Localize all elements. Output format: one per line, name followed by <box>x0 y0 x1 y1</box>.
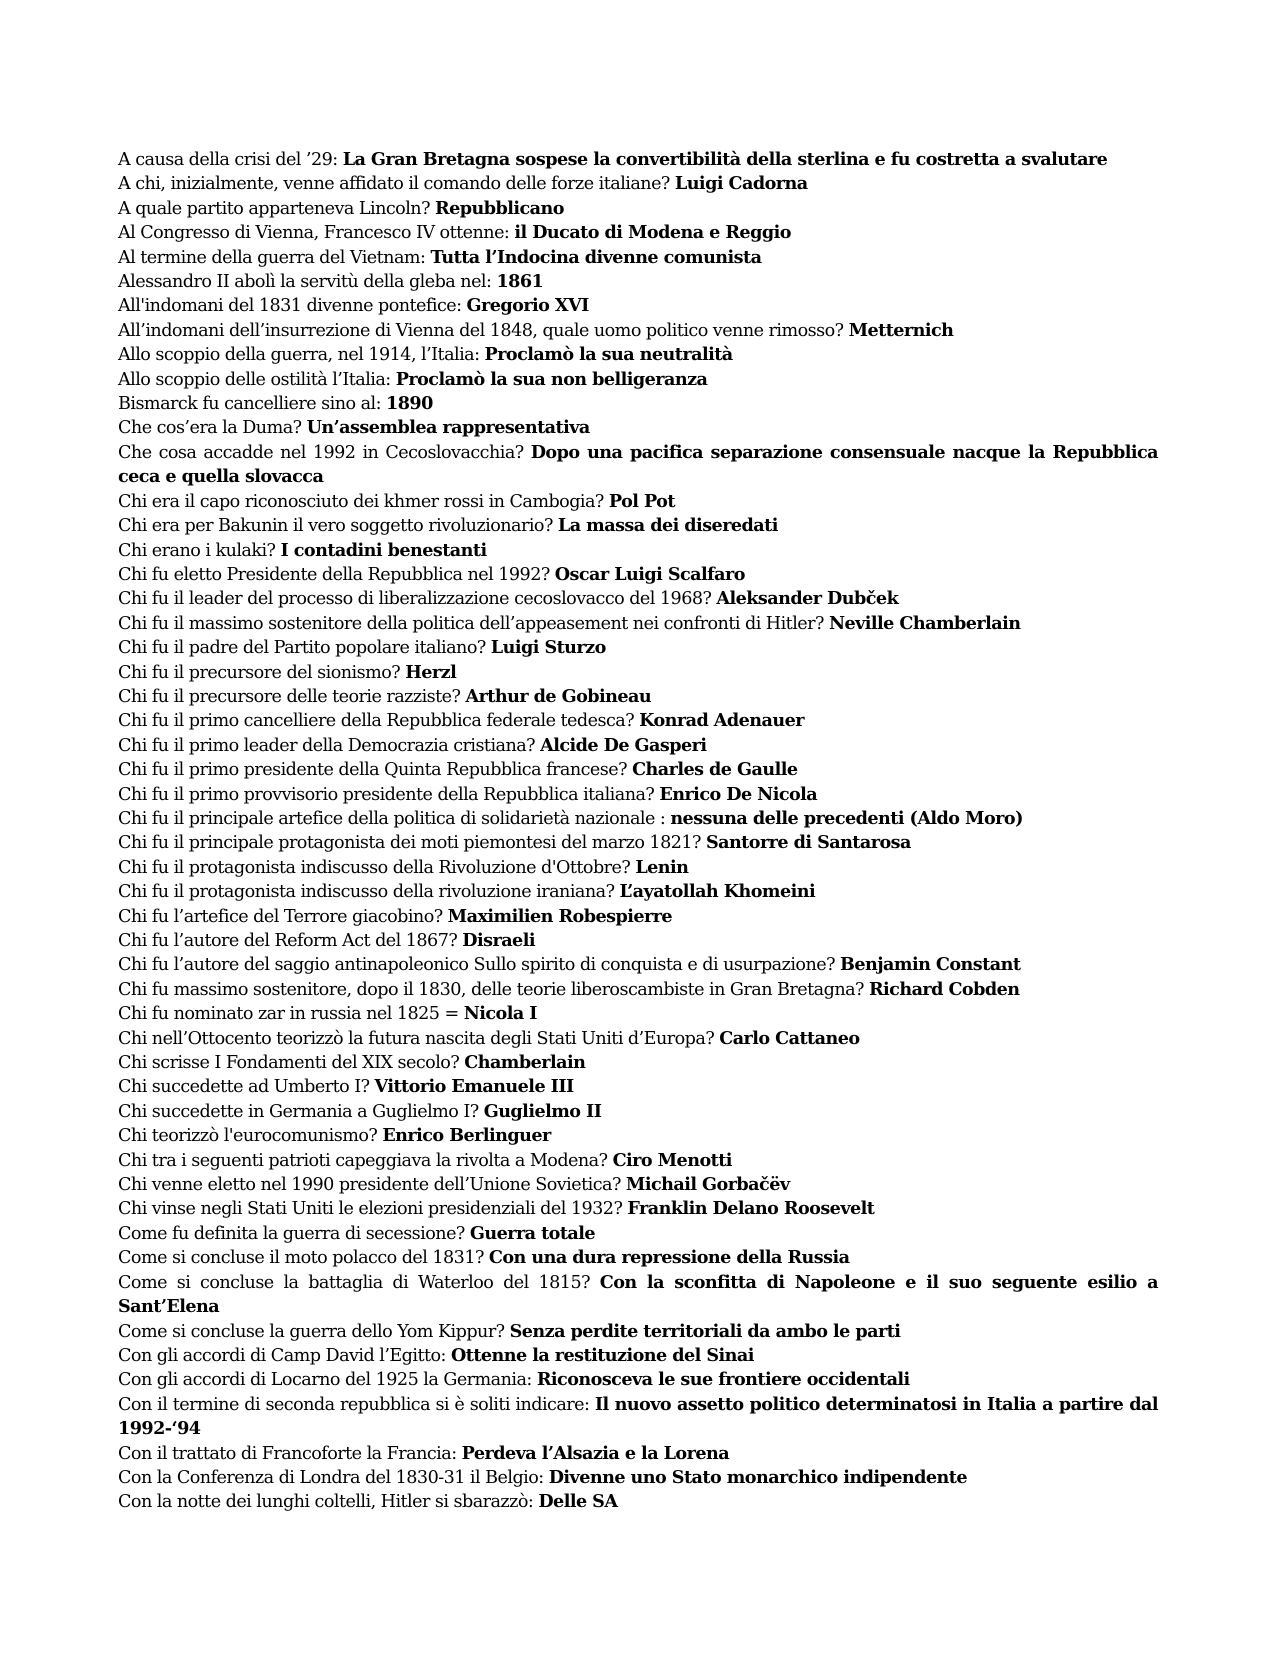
qa-item <box>118 1173 1158 1197</box>
qa-item <box>118 831 1158 855</box>
answer-text: Chamberlain <box>464 1052 586 1074</box>
qa-item <box>118 685 1158 709</box>
answer-text: Il nuovo assetto politico determinatosi in Italia a partire dal 1992-‘94 <box>118 1393 1158 1440</box>
qa-item <box>118 490 1158 514</box>
question-text: Con la Conferenza di Londra del 1830-31 il Belgio: <box>118 1467 549 1488</box>
question-text: Chi teorizzò l'eurocomunismo? <box>118 1126 383 1147</box>
qa-item <box>118 1466 1158 1490</box>
answer-text: Con la sconfitta di Napoleone e il suo seguente esilio a Sant’Elena <box>118 1271 1158 1318</box>
question-text: Che cosa accadde nel 1992 in Cecoslovacchia? <box>118 442 531 463</box>
qa-item <box>118 953 1158 977</box>
answer-text: 1861 <box>496 271 544 293</box>
qa-item <box>118 612 1158 636</box>
question-text: Chi fu il principale artefice della politica di solidarietà nazionale : <box>118 808 671 829</box>
qa-item <box>118 514 1158 538</box>
question-text: Allo scoppio delle ostilità l’Italia: <box>118 369 396 390</box>
answer-text: La Gran Bretagna sospese la convertibilità della sterlina e fu costretta a svalutare <box>342 149 1108 170</box>
qa-item <box>118 1271 1158 1320</box>
answer-text: Guerra totale <box>469 1222 596 1244</box>
qa-item <box>118 441 1158 490</box>
answer-text: Vittorio Emanuele III <box>374 1076 574 1098</box>
answer-text: Guglielmo II <box>483 1100 602 1122</box>
qa-item <box>118 1222 1158 1246</box>
question-text: Chi fu massimo sostenitore, dopo il 1830, delle teorie liberoscambiste in Gran Bretagna? <box>118 979 869 1000</box>
answer-text: Maximilien Robespierre <box>447 905 673 927</box>
qa-item <box>118 392 1158 416</box>
answer-text: Pol Pot <box>608 490 675 512</box>
qa-item <box>118 1344 1158 1368</box>
question-text: Con la notte dei lunghi coltelli, Hitler si sbarazzò: <box>118 1492 539 1513</box>
answer-text: Enrico De Nicola <box>659 783 818 805</box>
answer-text: Oscar Luigi Scalfaro <box>554 563 745 585</box>
answer-text: Charles de Gaulle <box>632 759 798 781</box>
answer-text: Ottenne la restituzione del Sinai <box>450 1344 754 1366</box>
question-text: Chi fu l’autore del Reform Act del 1867? <box>118 931 463 951</box>
answer-text: Nicola I <box>463 1003 537 1025</box>
question-text: A chi, inizialmente, venne affidato il comando delle forze italiane? <box>118 174 675 195</box>
qa-item <box>118 368 1158 392</box>
qa-item <box>118 416 1158 440</box>
answer-text: Senza perdite territoriali da ambo le parti <box>509 1320 901 1342</box>
answer-text: Enrico Berlinguer <box>382 1125 551 1147</box>
answer-text: Konrad Adenauer <box>639 710 804 732</box>
question-text: Con gli accordi di Locarno del 1925 la Germania: <box>118 1370 537 1391</box>
answer-text: Proclamò la sua non belligeranza <box>395 368 708 390</box>
answer-text: Dopo una pacifica separazione consensuale nacque la Repubblica ceca e quella slovacca <box>118 441 1158 488</box>
question-text: Chi nell’Ottocento teorizzò la futura nascita degli Stati Uniti d’Europa? <box>118 1028 720 1049</box>
question-text: Chi fu l’artefice del Terrore giacobino? <box>118 906 448 927</box>
qa-item <box>118 929 1158 953</box>
answer-text: Santorre di Santarosa <box>705 832 911 854</box>
qa-item <box>118 1490 1158 1514</box>
qa-item <box>118 221 1158 245</box>
qa-item <box>118 1393 1158 1442</box>
question-text: Chi fu il leader del processo di liberalizzazione cecoslovacco del 1968? <box>118 589 717 610</box>
qa-item <box>118 661 1158 685</box>
answer-text: Arthur de Gobineau <box>465 685 652 707</box>
question-text: All'indomani del 1831 divenne pontefice: <box>118 296 467 317</box>
qa-item <box>118 807 1158 831</box>
qa-item <box>118 1197 1158 1221</box>
answer-text: Alcide De Gasperi <box>540 734 707 756</box>
question-text: Chi succedette ad Umberto I? <box>118 1077 375 1098</box>
answer-text: Repubblicano <box>435 197 564 219</box>
qa-item <box>118 294 1158 318</box>
answer-text: Riconosceva le sue frontiere occidentali <box>536 1369 910 1391</box>
qa-item <box>118 709 1158 733</box>
qa-item <box>118 148 1158 172</box>
question-text: Chi succedette in Germania a Guglielmo I? <box>118 1101 484 1122</box>
qa-item <box>118 734 1158 758</box>
answer-text: Richard Cobden <box>868 978 1020 1000</box>
question-text: Come si concluse la battaglia di Waterloo del 1815? <box>118 1272 600 1293</box>
answer-text: Disraeli <box>462 930 535 951</box>
qa-item <box>118 1368 1158 1392</box>
qa-item <box>118 856 1158 880</box>
question-text: Chi scrisse I Fondamenti del XIX secolo? <box>118 1053 465 1074</box>
question-text: Chi vinse negli Stati Uniti le elezioni presidenziali del 1932? <box>118 1199 628 1220</box>
question-text: Chi fu eletto Presidente della Repubblica nel 1992? <box>118 564 555 585</box>
question-text: Allo scoppio della guerra, nel 1914, l’Italia: <box>118 345 485 366</box>
question-text: A quale partito apparteneva Lincoln? <box>118 198 436 219</box>
answer-text: Con una dura repressione della Russia <box>488 1247 850 1269</box>
answer-text: Luigi Sturzo <box>490 637 606 659</box>
answer-text: Benjamin Constant <box>840 954 1021 976</box>
question-text: Chi fu il protagonista indiscusso della rivoluzione iraniana? <box>118 882 620 903</box>
answer-text: Divenne uno Stato monarchico indipendente <box>548 1466 968 1488</box>
question-text: Chi fu il massimo sostenitore della politica dell’appeasement nei confronti di Hitler? <box>118 613 829 634</box>
answer-text: Michail Gorbačëv <box>625 1174 790 1196</box>
answer-text: Metternich <box>848 319 954 341</box>
qa-item <box>118 1100 1158 1124</box>
question-text: Chi erano i kulaki? <box>118 540 281 561</box>
question-text: Bismarck fu cancelliere sino al: <box>118 394 387 415</box>
question-text: Che cos’era la Duma? <box>118 418 307 439</box>
qa-item <box>118 1002 1158 1026</box>
answer-text: Perdeva l’Alsazia e la Lorena <box>461 1442 730 1464</box>
answer-text: Tutta l’Indocina divenne comunista <box>430 246 762 268</box>
question-text: Con gli accordi di Camp David l’Egitto: <box>118 1345 451 1366</box>
answer-text: Luigi Cadorna <box>674 173 808 195</box>
question-text: Chi fu il precursore delle teorie razziste? <box>118 686 466 707</box>
answer-text: il Ducato di Modena e Reggio <box>514 222 791 244</box>
qa-item <box>118 1075 1158 1099</box>
qa-item <box>118 978 1158 1002</box>
question-text: Chi fu il principale protagonista dei moti piemontesi del marzo 1821? <box>118 833 706 854</box>
question-text: Con il termine di seconda repubblica si è soliti indicare: <box>118 1394 595 1415</box>
qa-item <box>118 1124 1158 1148</box>
question-text: Come si concluse la guerra dello Yom Kippur? <box>118 1321 510 1342</box>
answer-text: Herzl <box>405 661 457 683</box>
answer-text: Ciro Menotti <box>612 1149 732 1171</box>
answer-text: Neville Chamberlain <box>828 612 1021 634</box>
qa-item <box>118 563 1158 587</box>
qa-item <box>118 197 1158 221</box>
question-text: Chi fu nominato zar in russia nel 1825 = <box>118 1004 464 1025</box>
question-text: Come fu definita la guerra di secessione? <box>118 1223 470 1244</box>
qa-item <box>118 246 1158 270</box>
answer-text: 1890 <box>386 393 433 415</box>
qa-item <box>118 1246 1158 1270</box>
qa-item <box>118 1320 1158 1344</box>
question-text: Chi fu il primo leader della Democrazia cristiana? <box>118 735 541 756</box>
qa-item <box>118 172 1158 196</box>
qa-item <box>118 783 1158 807</box>
answer-text: Proclamò la sua neutralità <box>484 344 733 366</box>
qa-item <box>118 343 1158 367</box>
qa-item <box>118 587 1158 611</box>
answer-text: Delle SA <box>538 1491 618 1513</box>
question-text: Chi fu il primo cancelliere della Repubblica federale tedesca? <box>118 711 640 732</box>
answer-text: Carlo Cattaneo <box>719 1027 860 1049</box>
answer-text: I contadini benestanti <box>280 539 487 561</box>
question-text: Con il trattato di Francoforte la Francia: <box>118 1443 462 1464</box>
question-text: Come si concluse il moto polacco del 1831? <box>118 1248 489 1269</box>
question-text: Chi tra i seguenti patrioti capeggiava la rivolta a Modena? <box>118 1150 613 1171</box>
question-text: Al termine della guerra del Vietnam: <box>118 247 431 268</box>
question-text: Chi fu il precursore del sionismo? <box>118 662 406 683</box>
question-text: Chi fu l’autore del saggio antinapoleonico Sullo spirito di conquista e di usurpazione? <box>118 955 841 976</box>
question-text: All’indomani dell’insurrezione di Vienna del 1848, quale uomo politico venne rimosso? <box>118 320 849 341</box>
question-text: Chi fu il padre del Partito popolare italiano? <box>118 638 491 659</box>
question-text: Chi era il capo riconosciuto dei khmer rossi in Cambogia? <box>118 491 609 512</box>
question-text: Chi fu il protagonista indiscusso della Rivoluzione d'Ottobre? <box>118 857 636 878</box>
qa-item <box>118 880 1158 904</box>
answer-text: Aleksander Dubček <box>716 588 899 610</box>
qa-item <box>118 905 1158 929</box>
qa-item <box>118 1149 1158 1173</box>
question-text: Chi venne eletto nel 1990 presidente dell’Unione Sovietica? <box>118 1175 626 1196</box>
answer-text: Lenin <box>635 856 689 878</box>
question-text: Chi fu il primo provvisorio presidente della Repubblica italiana? <box>118 784 660 805</box>
document-page <box>118 148 1158 1515</box>
qa-item <box>118 270 1158 294</box>
question-text: Alessandro II abolì la servitù della gleba nel: <box>118 272 497 293</box>
answer-text: Gregorio XVI <box>466 295 589 317</box>
answer-text: Franklin Delano Roosevelt <box>627 1198 875 1220</box>
question-text: Al Congresso di Vienna, Francesco IV ottenne: <box>118 223 515 244</box>
qa-item <box>118 636 1158 660</box>
qa-item <box>118 758 1158 782</box>
qa-item <box>118 319 1158 343</box>
qa-item <box>118 539 1158 563</box>
qa-item <box>118 1027 1158 1051</box>
question-text: A causa della crisi del ’29: <box>118 150 343 170</box>
question-text: Chi fu il primo presidente della Quinta Repubblica francese? <box>118 760 633 781</box>
qa-item <box>118 1442 1158 1466</box>
qa-item <box>118 1051 1158 1075</box>
answer-text: L’ayatollah Khomeini <box>619 881 816 903</box>
answer-text: La massa dei diseredati <box>557 515 778 537</box>
answer-text: nessuna delle precedenti (Aldo Moro) <box>670 807 1023 829</box>
answer-text: Un’assemblea rappresentativa <box>306 417 590 439</box>
question-text: Chi era per Bakunin il vero soggetto rivoluzionario? <box>118 516 558 537</box>
